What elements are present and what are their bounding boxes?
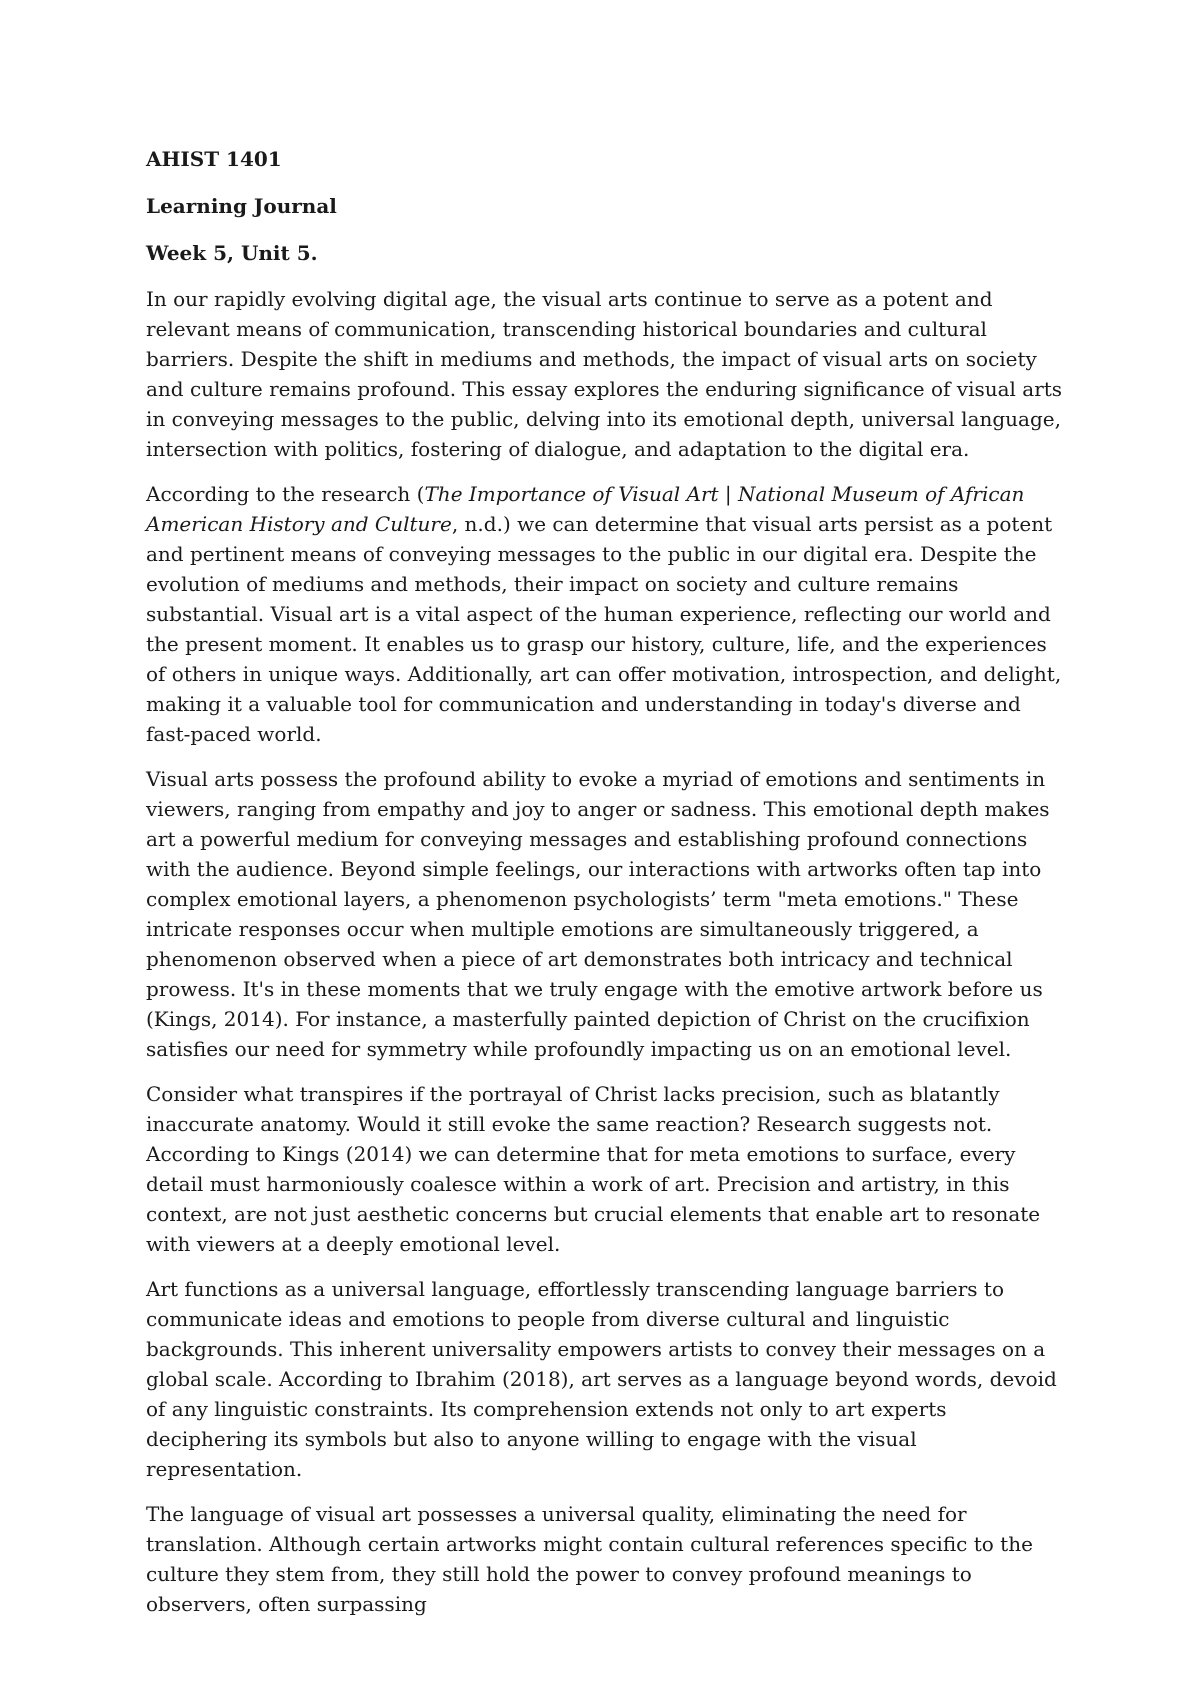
journal-title: Learning Journal [146, 194, 337, 218]
week-unit-heading: Week 5, Unit 5. [146, 241, 318, 265]
citation-title: The Importance of Visual Art | National Museum of African American History and Culture [146, 482, 1025, 536]
paragraph-intro: In our rapidly evolving digital age, the visual arts continue to serve as a potent and relevant means of communication, transcending historical boundaries and cultural barriers. Despite the shift in mediums and methods, the impact of visual arts on society and culture remains profound. This essay explores the enduring significance of visual arts in conveying messages to the public, delving into its emotional depth, universal language, intersection with politics, fostering of dialogue, and adaptation to the digital era. [146, 287, 1063, 461]
paragraph-emotions: Visual arts possess the profound ability to evoke a myriad of emotions and sentiments in viewers, ranging from empathy and joy to anger or sadness. This emotional depth makes art a powerful medium for conveying messages and establishing profound connections with the audience. Beyond simple feelings, our interactions with artworks often tap into complex emotional layers, a phenomenon psychologists’ term "meta emotions." These intricate responses occur when multiple emotions are simultaneously triggered, a phenomenon observed when a piece of art demonstrates both intricacy and technical prowess. It's in these moments that we truly engage with the emotive artwork before us (Kings, 2014). For instance, a masterfully painted depiction of Christ on the crucifixion satisfies our need for symmetry while profoundly impacting us on an emotional level. [146, 767, 1050, 1061]
paragraph-research-before: According to the research ( [146, 482, 425, 506]
paragraph-translation: The language of visual art possesses a universal quality, eliminating the need for translation. Although certain artworks might contain cultural references specific to the culture they stem from, they still hold the power to convey profound meanings to observers, often surpassing [146, 1502, 1033, 1616]
paragraph-research-after: , n.d.) we can determine that visual arts persist as a potent and pertinent means of conveying messages to the public in our digital era. Despite the evolution of mediums and methods, their impact on society and culture remains substantial. Visual art is a vital aspect of the human experience, reflecting our world and the present moment. It enables us to grasp our history, culture, life, and the experiences of others in unique ways. Additionally, art can offer motivation, introspection, and delight, making it a valuable tool for communication and understanding in today's diverse and fast-paced world. [146, 512, 1062, 746]
paragraph-research [146, 479, 1066, 749]
document-body [146, 144, 1066, 1634]
paragraph-universal-language: Art functions as a universal language, effortlessly transcending language barriers to communicate ideas and emotions to people from diverse cultural and linguistic backgrounds. This inherent universality empowers artists to convey their messages on a global scale. According to Ibrahim (2018), art serves as a language beyond words, devoid of any linguistic constraints. Its comprehension extends not only to art experts deciphering its symbols but also to anyone willing to engage with the visual representation. [146, 1277, 1057, 1481]
course-code: AHIST 1401 [146, 147, 282, 171]
paragraph-precision: Consider what transpires if the portrayal of Christ lacks precision, such as blatantly inaccurate anatomy. Would it still evoke the same reaction? Research suggests not. According to Kings (2014) we can determine that for meta emotions to surface, every detail must harmoniously coalesce within a work of art. Precision and artistry, in this context, are not just aesthetic concerns but crucial elements that enable art to resonate with viewers at a deeply emotional level. [146, 1082, 1041, 1256]
